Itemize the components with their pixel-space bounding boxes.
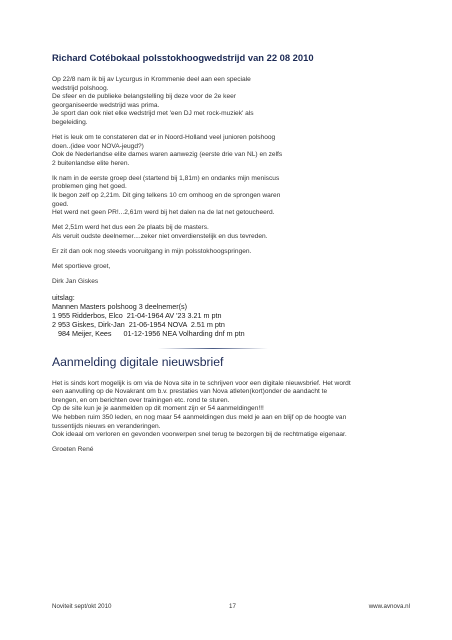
results-label: uitslag:: [52, 292, 75, 302]
text-line: Ik nam in de eerste groep deel (startend bij 1,81m) en ondanks mijn meniscus: [52, 174, 280, 182]
text-line: Op 22/8 nam ik bij av Lycurgus in Krommenie deel aan een speciale: [52, 76, 251, 83]
paragraph: [52, 380, 410, 440]
text-line: Op de site kun je je aanmelden op dit moment zijn er 54 aanmeldingen!!!: [52, 405, 264, 413]
results-category: Mannen Masters polshoog 3 deelnemer(s): [52, 301, 188, 311]
paragraph: [52, 278, 410, 287]
text-line: brengen, en om berichten over trainingen etc. rond te sturen.: [52, 396, 230, 404]
text-line: Als veruit oudste deelnemer....zeker niet onverdienstelijk en dus tevreden.: [52, 232, 268, 240]
paragraph: [52, 248, 410, 257]
article-title-pole-vault: Richard Cotébokaal polsstokhoogwedstrijd van 22 08 2010: [52, 52, 314, 63]
text-line: een aanvulling op de Novakrant om b.v. prestaties van Nova atleten(kort)onder de aandacht te: [52, 388, 328, 396]
text-line: Met sportieve groet,: [52, 262, 111, 270]
text-line: doen..(idee voor NOVA-jeugd?): [52, 142, 144, 150]
text-line: Dirk Jan Giskes: [52, 277, 99, 285]
text-line: Groeten René: [52, 446, 94, 454]
results-row: 984 Meijer, Kees 01-12-1956 NEA Volharding dnf m ptn: [52, 328, 245, 338]
section-divider: [158, 348, 268, 349]
paragraph: [52, 76, 410, 128]
text-line: tussentijds nieuws en veranderingen.: [52, 422, 161, 430]
text-line: Het is leuk om te constateren dat er in Noord-Holland veel junioren polshoog: [52, 133, 276, 141]
footer-url: www.avnova.nl: [368, 603, 410, 610]
text-line: Je sport dan ook niet elke wedstrijd met 'een DJ met rock-muziek' als: [52, 110, 254, 118]
results-row: 2 953 Giskes, Dirk-Jan 21-06-1954 NOVA 2.51 m ptn: [52, 319, 225, 329]
text-line: Er zit dan ook nog steeds vooruitgang in mijn polsstokhoogspringen.: [52, 247, 252, 255]
paragraph: [52, 175, 410, 218]
paragraph: [52, 263, 410, 272]
text-line: De sfeer en de publieke belangstelling bij deze voor de 2e keer: [52, 93, 237, 101]
text-line: goed.: [52, 200, 69, 208]
paragraph: [52, 224, 410, 241]
text-line: georganiseerde wedstrijd was prima.: [52, 101, 160, 109]
footer-page-number: 17: [229, 603, 236, 610]
text-line: Ook ideaal om verloren en gevonden voorwerpen snel terug te bezorgen bij de rechtmatige eigenaar.: [52, 431, 347, 439]
page-content: [52, 52, 410, 461]
text-line: Met 2,51m werd het dus een 2e plaats bij de masters.: [52, 224, 209, 232]
article-body-pole-vault: [52, 76, 410, 286]
competition-results: [52, 293, 410, 338]
text-line: 2 buitenlandse elite heren.: [52, 159, 130, 167]
results-row: 1 955 Ridderbos, Elco 21-04-1964 AV '23 3.21 m ptn: [52, 310, 222, 320]
paragraph: [52, 134, 410, 168]
text-line: wedstrijd polshoog.: [52, 84, 109, 92]
footer-issue: Noviteit sept/okt 2010: [52, 603, 112, 610]
article-title-newsletter: Aanmelding digitale nieuwsbrief: [52, 354, 224, 369]
text-line: Ik begon zelf op 2,21m. Dit ging telkens 10 cm omhoog en de sprongen waren: [52, 191, 281, 199]
text-line: Het werd net geen PR!...2,61m werd bij het dalen na de lat net getoucheerd.: [52, 209, 275, 217]
text-line: We hebben ruim 350 leden, en nog maar 54 aanmeldingen dus meld je aan en blijf op de hoogte van: [52, 413, 347, 421]
text-line: Ook de Nederlandse elite dames waren aanwezig (eerste drie van NL) en zelfs: [52, 151, 283, 159]
text-line: Het is sinds kort mogelijk is om via de Nova site in te schrijven voor een digitale nieuwsbrief. Het wordt: [52, 379, 351, 387]
text-line: begeleiding.: [52, 118, 88, 126]
text-line: problemen ging het goed.: [52, 183, 127, 191]
paragraph: [52, 446, 410, 455]
article-body-newsletter: [52, 380, 410, 455]
